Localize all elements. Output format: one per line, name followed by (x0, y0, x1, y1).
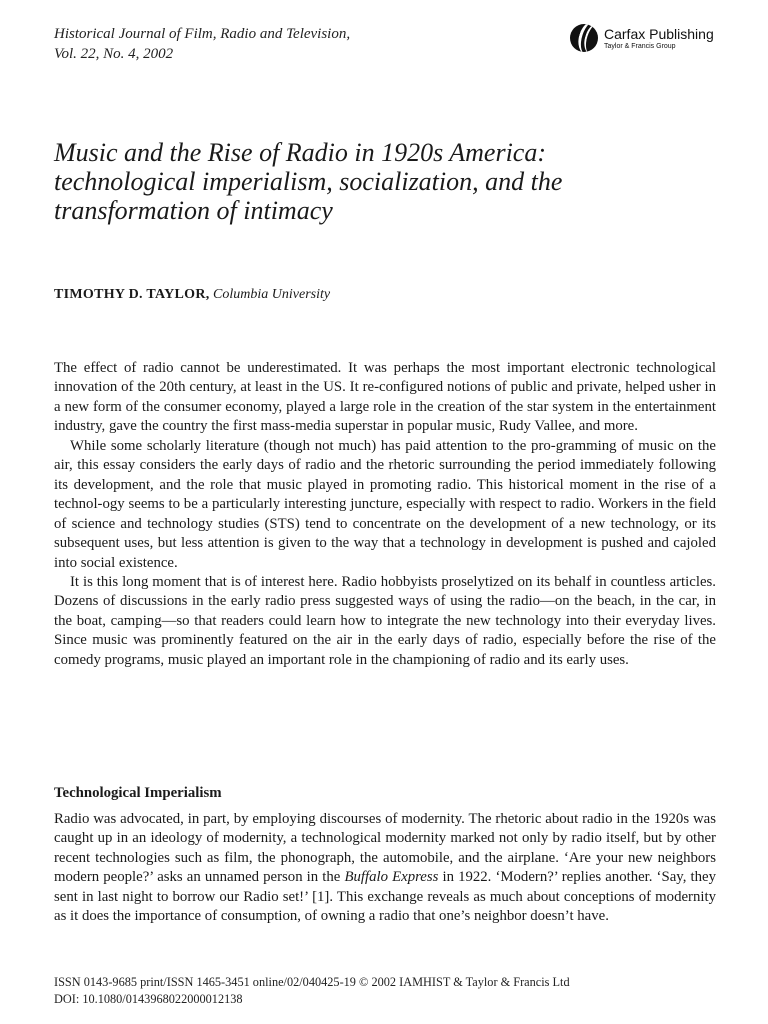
author-line (54, 286, 330, 304)
article-title: Music and the Rise of Radio in 1920s America: technological imperialism, socialization, and the transformation of intimacy (54, 138, 563, 225)
publisher-name: Carfax Publishing (604, 25, 714, 42)
author-name: TIMOTHY D. TAYLOR, (54, 287, 210, 302)
section-body (54, 810, 716, 927)
section-heading: Technological Imperialism (54, 785, 222, 801)
publication-name: Buffalo Express (344, 869, 439, 886)
paragraph: The effect of radio cannot be underestimated. It was perhaps the most important electronic technological innovation of the 20th century, at least in the US. It re-configured notions of public and private, helped usher in a new form of the consumer economy, played a large role in the creation of the star system in the entertainment industry, gave the country the first mass-media superstar in popular music, Rudy Vallee, and more. (54, 360, 716, 435)
issn-line: ISSN 0143-9685 print/ISSN 1465-3451 online/02/040425-19 © 2002 IAMHIST & Taylor & Francis Ltd (54, 975, 570, 989)
publisher-group: Taylor & Francis Group (604, 42, 676, 50)
journal-volume: Vol. 22, No. 4, 2002 (54, 46, 174, 62)
publisher-block (570, 24, 714, 52)
journal-name: Historical Journal of Film, Radio and Television, (54, 26, 351, 42)
footer (54, 974, 570, 1008)
text-run: in 1922. ‘Modern?’ replies another. ‘Say, they sent in last night to borrow our Radio set!’ [1]. This exchange reveals as much about conceptions of modernity as it does the importance of consumption, of owning a radio that one’s neighbor doesn’t have. (54, 869, 716, 925)
journal-citation (54, 24, 350, 64)
paragraph: It is this long moment that is of interest here. Radio hobbyists proselytized on its behalf in countless articles. Dozens of discussions in the early radio press suggested ways of using the radio—on the beach, in the car, in the boat, camping—so that readers could learn how to integrate the new technology into their everyday lives. Since music was prominently featured on the air in the early days of radio, especially before the rise of the comedy programs, music played an important role in the championing of radio and its early uses. (54, 573, 716, 668)
paragraph: While some scholarly literature (though not much) has paid attention to the pro-gramming of music on the air, this essay considers the early days of radio and the rhetoric surrounding the period immediately following its development, and the role that music played in promoting radio. This historical moment in the rise of a technol-ogy seems to be a particularly interesting juncture, especially with respect to radio. Workers in the field of science and technology studies (STS) tend to concentrate on the development of a new technology, or its subsequent uses, but less attention is given to the way that a technology in development is pushed and cajoled into social existence. (54, 437, 716, 571)
paragraph (54, 810, 716, 927)
text-run: Radio was advocated, in part, by employing discourses of modernity. The rhetoric about radio in the 1920s was caught up in an ideology of modernity, a technological modernity marked not only by radio itself, but by other recent technologies such as film, the phonograph, the automobile, and the airplane. ‘Are your new neighbors modern people?’ asks an unnamed person in the (54, 811, 716, 886)
carfax-logo-icon (570, 24, 598, 52)
author-affiliation: Columbia University (213, 287, 331, 302)
article-body (54, 359, 716, 670)
doi-line: DOI: 10.1080/0143968022000012138 (54, 992, 243, 1006)
